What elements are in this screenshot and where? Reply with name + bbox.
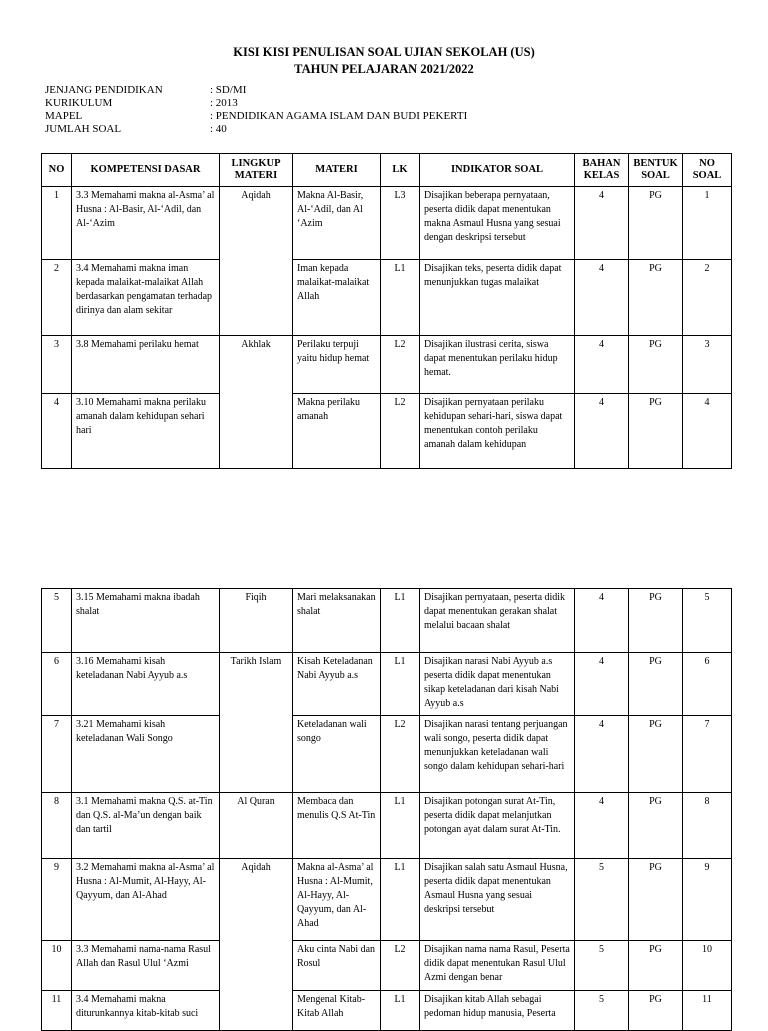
cell-no-soal: 2 <box>683 260 732 336</box>
cell-kompetensi: 3.15 Memahami makna ibadah shalat <box>72 589 220 653</box>
kisi-table-page-2 <box>41 588 732 1031</box>
column-header-lk: LK <box>381 154 420 187</box>
cell-no: 9 <box>42 859 72 941</box>
cell-materi: Iman kepada malaikat-malaikat Allah <box>293 260 381 336</box>
cell-kompetensi: 3.4 Memahami makna diturunkannya kitab-kitab suci <box>72 991 220 1031</box>
column-header-lingkup: LINGKUP MATERI <box>220 154 293 187</box>
cell-no-soal: 8 <box>683 793 732 859</box>
cell-materi: Membaca dan menulis Q.S At-Tin <box>293 793 381 859</box>
cell-no: 3 <box>42 336 72 394</box>
cell-materi: Perilaku terpuji yaitu hidup hemat <box>293 336 381 394</box>
cell-no-soal: 10 <box>683 941 732 991</box>
cell-lk: L1 <box>381 991 420 1031</box>
cell-bahan-kelas: 4 <box>575 336 629 394</box>
table-row <box>42 859 732 941</box>
cell-lk: L2 <box>381 336 420 394</box>
cell-lingkup: Al Quran <box>220 793 293 859</box>
cell-kompetensi: 3.8 Memahami perilaku hemat <box>72 336 220 394</box>
cell-no: 10 <box>42 941 72 991</box>
cell-bentuk-soal: PG <box>629 394 683 469</box>
cell-materi: Kisah Keteladanan Nabi Ayyub a.s <box>293 653 381 716</box>
cell-no: 6 <box>42 653 72 716</box>
cell-bentuk-soal: PG <box>629 187 683 260</box>
cell-no-soal: 7 <box>683 716 732 793</box>
document-subtitle: TAHUN PELAJARAN 2021/2022 <box>294 62 474 76</box>
cell-no: 7 <box>42 716 72 793</box>
cell-bahan-kelas: 4 <box>575 653 629 716</box>
cell-kompetensi: 3.1 Memahami makna Q.S. at-Tin dan Q.S. al-Ma’un dengan baik dan tartil <box>72 793 220 859</box>
column-header-bentuk-soal: BENTUK SOAL <box>629 154 683 187</box>
table-row <box>42 716 732 793</box>
cell-lingkup: Aqidah <box>220 859 293 1031</box>
cell-bentuk-soal: PG <box>629 336 683 394</box>
cell-materi: Makna al-Asma’ al Husna : Al-Mumit, Al-Hayy, Al-Qayyum, dan Al-Ahad <box>293 859 381 941</box>
column-header-no-soal: NO SOAL <box>683 154 732 187</box>
cell-lk: L3 <box>381 187 420 260</box>
cell-bahan-kelas: 5 <box>575 859 629 941</box>
cell-indikator: Disajikan teks, peserta didik dapat menunjukkan tugas malaikat <box>420 260 575 336</box>
cell-indikator: Disajikan pernyataan, peserta didik dapat menentukan gerakan shalat melalui bacaan shalat <box>420 589 575 653</box>
cell-materi: Mari melaksanakan shalat <box>293 589 381 653</box>
cell-no: 11 <box>42 991 72 1031</box>
cell-materi: Mengenal Kitab-Kitab Allah <box>293 991 381 1031</box>
cell-indikator: Disajikan potongan surat At-Tin, peserta didik dapat melanjutkan potongan ayat dalam surat At-Tin. <box>420 793 575 859</box>
cell-bentuk-soal: PG <box>629 260 683 336</box>
table-header-row <box>42 154 732 187</box>
cell-lingkup: Aqidah <box>220 187 293 336</box>
table-row <box>42 589 732 653</box>
cell-bentuk-soal: PG <box>629 716 683 793</box>
column-header-no: NO <box>42 154 72 187</box>
cell-bahan-kelas: 4 <box>575 260 629 336</box>
cell-bahan-kelas: 4 <box>575 187 629 260</box>
cell-no-soal: 5 <box>683 589 732 653</box>
cell-lk: L1 <box>381 589 420 653</box>
cell-bahan-kelas: 5 <box>575 991 629 1031</box>
cell-kompetensi: 3.16 Memahami kisah keteladanan Nabi Ayyub a.s <box>72 653 220 716</box>
cell-lk: L2 <box>381 716 420 793</box>
meta-value: : SD/MI <box>210 84 247 96</box>
table-row <box>42 793 732 859</box>
cell-lk: L1 <box>381 793 420 859</box>
cell-lk: L1 <box>381 260 420 336</box>
cell-indikator: Disajikan beberapa pernyataan, peserta didik dapat menentukan makna Asmaul Husna yang sesuai dengan deskripsi tersebut <box>420 187 575 260</box>
cell-kompetensi: 3.21 Memahami kisah keteladanan Wali Songo <box>72 716 220 793</box>
meta-value: : 40 <box>210 123 227 135</box>
meta-label: KURIKULUM <box>45 97 113 109</box>
cell-no-soal: 4 <box>683 394 732 469</box>
document-title: KISI KISI PENULISAN SOAL UJIAN SEKOLAH (US) <box>233 45 535 59</box>
column-header-indikator: INDIKATOR SOAL <box>420 154 575 187</box>
cell-bahan-kelas: 4 <box>575 793 629 859</box>
cell-materi: Aku cinta Nabi dan Rosul <box>293 941 381 991</box>
cell-indikator: Disajikan nama nama Rasul, Peserta didik dapat menentukan Rasul Ulul Azmi dengan benar <box>420 941 575 991</box>
cell-kompetensi: 3.2 Memahami makna al-Asma’ al Husna : Al-Mumit, Al-Hayy, Al-Qayyum, dan Al-Ahad <box>72 859 220 941</box>
cell-materi: Keteladanan wali songo <box>293 716 381 793</box>
cell-no: 2 <box>42 260 72 336</box>
cell-kompetensi: 3.3 Memahami makna al-Asma’ al Husna : Al-Basir, Al-‘Adil, dan Al-‘Azim <box>72 187 220 260</box>
cell-indikator: Disajikan pernyataan perilaku kehidupan sehari-hari, siswa dapat menentukan contoh perilaku amanah dalam kehidupan <box>420 394 575 469</box>
column-header-bahan-kelas: BAHAN KELAS <box>575 154 629 187</box>
cell-materi: Makna perilaku amanah <box>293 394 381 469</box>
cell-no-soal: 1 <box>683 187 732 260</box>
table-row <box>42 941 732 991</box>
cell-indikator: Disajikan narasi tentang perjuangan wali songo, peserta didik dapat menunjukkan keteladanan wali songo dalam kehidupan sehari-hari <box>420 716 575 793</box>
cell-bahan-kelas: 4 <box>575 394 629 469</box>
meta-value: : 2013 <box>210 97 238 109</box>
table-row <box>42 394 732 469</box>
cell-indikator: Disajikan narasi Nabi Ayyub a.s peserta didik dapat menentukan sikap keteladanan dari kisah Nabi Ayyub a.s <box>420 653 575 716</box>
cell-kompetensi: 3.10 Memahami makna perilaku amanah dalam kehidupan sehari hari <box>72 394 220 469</box>
cell-no-soal: 3 <box>683 336 732 394</box>
cell-lingkup: Akhlak <box>220 336 293 469</box>
cell-lk: L2 <box>381 394 420 469</box>
cell-kompetensi: 3.4 Memahami makna iman kepada malaikat-malaikat Allah berdasarkan pengamatan terhadap dirinya dan alam sekitar <box>72 260 220 336</box>
cell-no: 1 <box>42 187 72 260</box>
cell-no-soal: 11 <box>683 991 732 1031</box>
cell-no: 4 <box>42 394 72 469</box>
cell-indikator: Disajikan salah satu Asmaul Husna, peserta didik dapat menentukan Asmaul Husna yang sesuai deskripsi tersebut <box>420 859 575 941</box>
meta-label: JUMLAH SOAL <box>45 123 122 135</box>
table-row <box>42 260 732 336</box>
cell-bentuk-soal: PG <box>629 653 683 716</box>
meta-value: : PENDIDIKAN AGAMA ISLAM DAN BUDI PEKERTI <box>210 110 468 122</box>
cell-bentuk-soal: PG <box>629 941 683 991</box>
cell-lk: L1 <box>381 859 420 941</box>
cell-no: 5 <box>42 589 72 653</box>
cell-indikator: Disajikan ilustrasi cerita, siswa dapat menentukan perilaku hidup hemat. <box>420 336 575 394</box>
column-header-materi: MATERI <box>293 154 381 187</box>
table-row <box>42 991 732 1031</box>
cell-indikator: Disajikan kitab Allah sebagai pedoman hidup manusia, Peserta <box>420 991 575 1031</box>
table-row <box>42 187 732 260</box>
cell-bentuk-soal: PG <box>629 589 683 653</box>
table-row <box>42 653 732 716</box>
meta-label: MAPEL <box>45 110 83 122</box>
cell-kompetensi: 3.3 Memahami nama-nama Rasul Allah dan Rasul Ulul ‘Azmi <box>72 941 220 991</box>
cell-bahan-kelas: 4 <box>575 716 629 793</box>
cell-bahan-kelas: 4 <box>575 589 629 653</box>
cell-no-soal: 9 <box>683 859 732 941</box>
cell-lingkup: Fiqih <box>220 589 293 653</box>
cell-bentuk-soal: PG <box>629 991 683 1031</box>
cell-bahan-kelas: 5 <box>575 941 629 991</box>
cell-lk: L2 <box>381 941 420 991</box>
cell-materi: Makna Al-Basir, Al-‘Adil, dan Al ‘Azim <box>293 187 381 260</box>
cell-lingkup: Tarikh Islam <box>220 653 293 793</box>
table-row <box>42 336 732 394</box>
cell-lk: L1 <box>381 653 420 716</box>
kisi-table-page-1 <box>41 153 732 469</box>
column-header-kompetensi: KOMPETENSI DASAR <box>72 154 220 187</box>
cell-no-soal: 6 <box>683 653 732 716</box>
cell-bentuk-soal: PG <box>629 793 683 859</box>
cell-no: 8 <box>42 793 72 859</box>
cell-bentuk-soal: PG <box>629 859 683 941</box>
meta-label: JENJANG PENDIDIKAN <box>45 84 163 96</box>
